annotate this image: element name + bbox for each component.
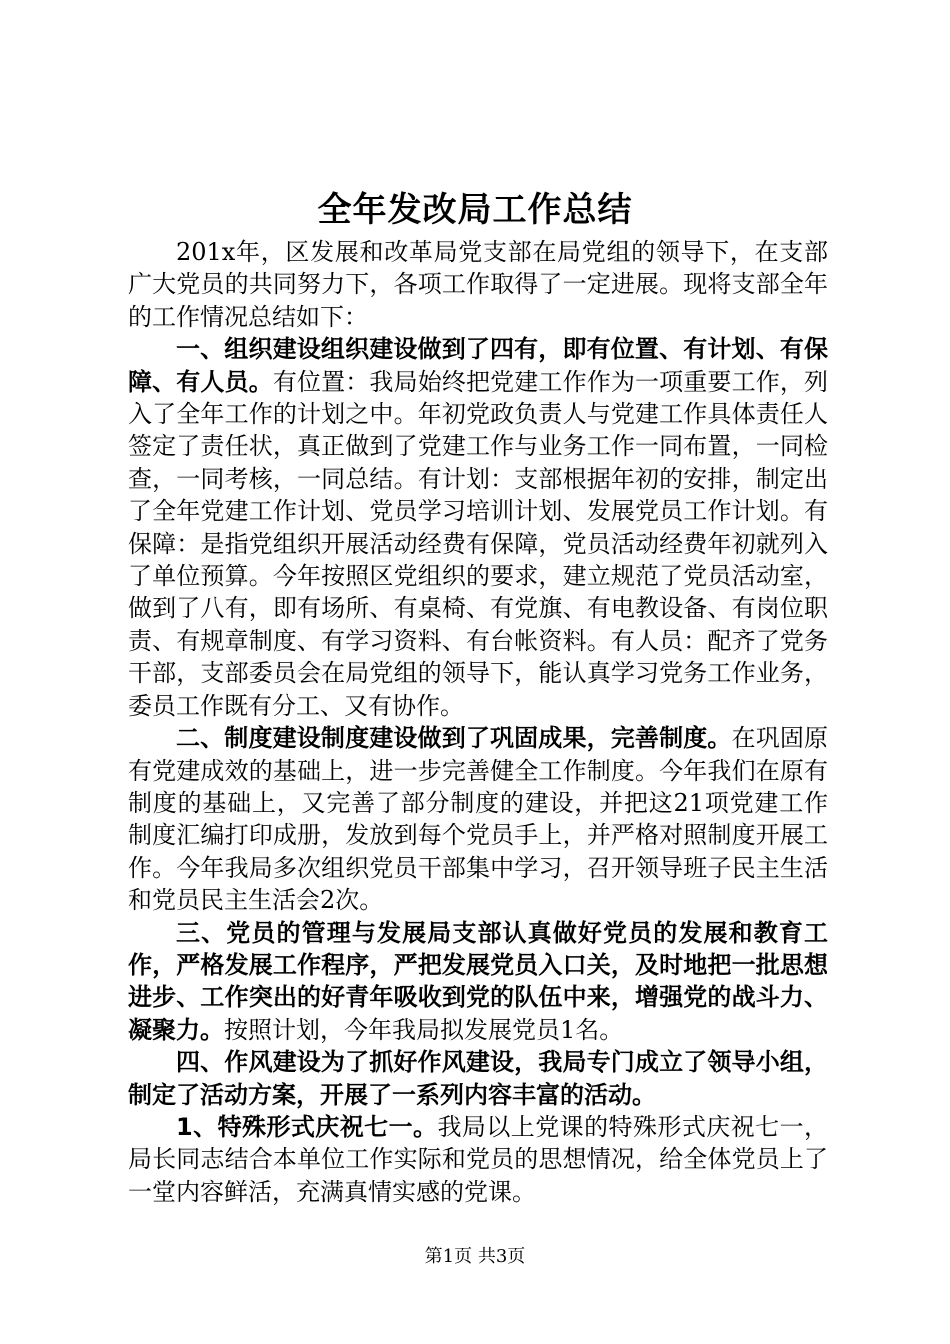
document-body [128,236,828,1208]
paragraph-system [128,722,828,916]
document-title: 全年发改局工作总结 [317,190,633,230]
paragraph-lead: 四、作风建设为了抓好作风建设，我局专门成立了领导小组，制定了活动方案，开展了一系列内容丰富的活动。 [128,1048,828,1109]
paragraph-text: 在巩固原有党建成效的基础上，进一步完善健全工作制度。今年我们在原有制度的基础上，又完善了部分制度的建设，并把这21项党建工作制度汇编打印成册，发放到每个党员手上，并严格对照制度开展工作。今年我局多次组织党员干部集中学习，召开领导班子民主生活和党员民主生活会2次。 [128,724,829,915]
paragraph-lead: 三、党员的管理与发展局支部认真做好党员的发展和教育工作，严格发展工作程序，严把发展党员入口关，及时地把一批思想进步、工作突出的好青年吸收到党的队伍中来，增强党的战斗力、凝聚力。 [128,918,828,1044]
paragraph-organization [128,333,828,722]
paragraph-text: 201x年，区发展和改革局党支部在局党组的领导下，在支部广大党员的共同努力下，各项工作取得了一定进展。现将支部全年的工作情况总结如下： [128,238,828,331]
paragraph-lead: 一、组织建设组织建设做到了四有，即有位置、有计划、有保障、有人员。 [128,335,828,396]
paragraph-text: 我局以上党课的特殊形式庆祝七一，局长同志结合本单位工作实际和党员的思想情况，给全体党员上了一堂内容鲜活，充满真情实感的党课。 [128,1112,829,1206]
paragraph-intro [128,236,828,333]
paragraph-text: 有位置：我局始终把党建工作作为一项重要工作，列入了全年工作的计划之中。年初党政负责人与党建工作具体责任人签定了责任状，真正做到了党建工作与业务工作一同布置，一同检查，一同考核，一同总结。有计划：支部根据年初的安排，制定出了全年党建工作计划、党员学习培训计划、发展党员工作计划。有保障：是指党组织开展活动经费有保障，党员活动经费年初就列入了单位预算。今年按照区党组织的要求，建立规范了党员活动室，做到了八有，即有场所、有桌椅、有党旗、有电教设备、有岗位职责、有规章制度、有学习资料、有台帐资料。有人员：配齐了党务干部，支部委员会在局党组的领导下，能认真学习党务工作业务，委员工作既有分工、又有协作。 [128,367,829,720]
page-footer: 第1页 共3页 [424,1246,526,1267]
paragraph-style [128,1046,828,1111]
paragraph-july-first [128,1111,828,1208]
paragraph-lead: 1、特殊形式庆祝七一。 [176,1112,438,1141]
paragraph-lead: 二、制度建设制度建设做到了巩固成果，完善制度。 [176,724,732,753]
paragraph-text: 按照计划，今年我局拟发展党员1名。 [224,1015,624,1044]
paragraph-members [128,917,828,1047]
